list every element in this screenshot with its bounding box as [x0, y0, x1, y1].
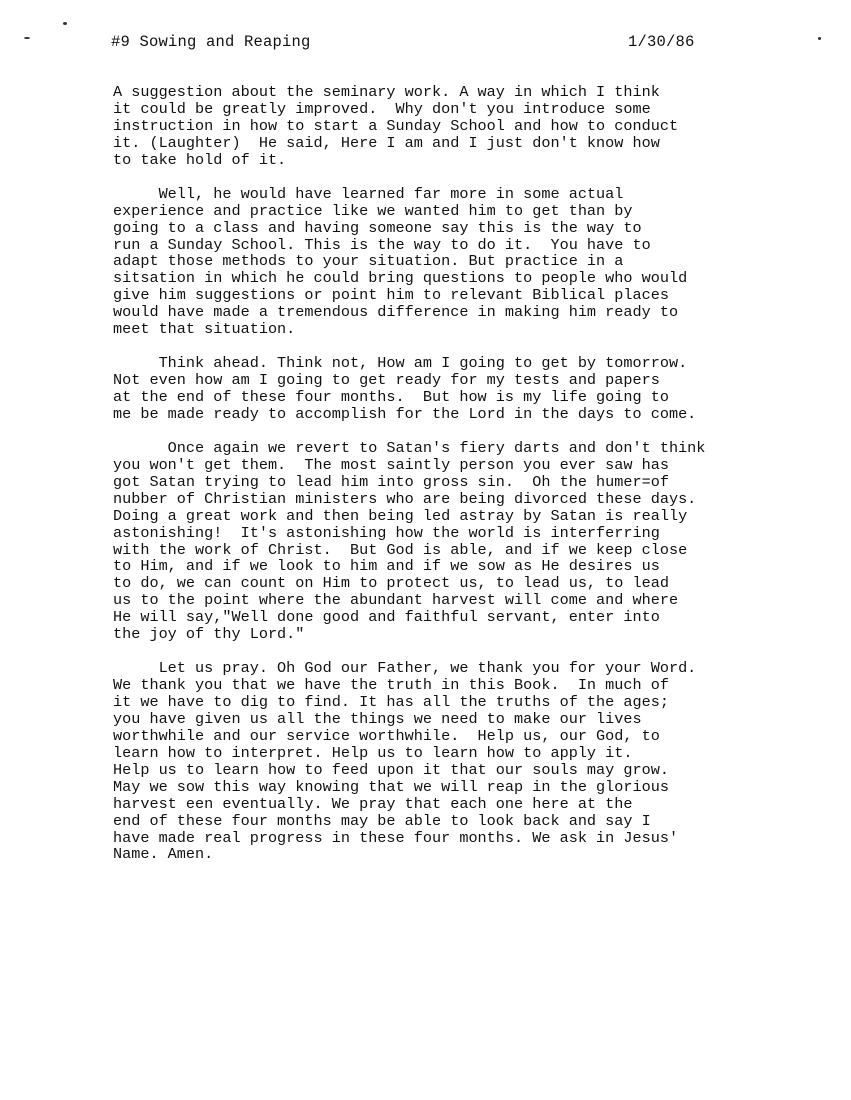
text-line: astonishing! It's astonishing how the world is interferring	[113, 523, 660, 542]
text-line: us to the point where the abundant harvest will come and where	[113, 591, 679, 610]
text-line: experience and practice like we wanted him to get than by	[113, 201, 633, 220]
text-line: would have made a tremendous difference in making him ready to	[113, 303, 679, 322]
text-line: A suggestion about the seminary work. A way in which I think	[113, 83, 660, 101]
text-line: at the end of these four months. But how is my life going to	[113, 388, 669, 406]
ink-speck	[24, 37, 30, 39]
text-line: learn how to interpret. Help us to learn how to apply it.	[113, 743, 633, 762]
paragraph	[113, 186, 823, 338]
paragraph	[113, 84, 823, 169]
text-line: it. (Laughter) He said, Here I am and I just don't know how	[113, 133, 660, 152]
text-line: May we sow this way knowing that we will reap in the glorious	[113, 777, 669, 796]
text-line: it could be greatly improved. Why don't you introduce some	[113, 99, 651, 118]
text-line: me be made ready to accomplish for the Lord in the days to come.	[113, 404, 697, 423]
text-line: run a Sunday School. This is the way to do it. You have to	[113, 235, 651, 254]
text-line: nubber of Christian ministers who are being divorced these days.	[113, 489, 697, 508]
paragraph	[113, 440, 823, 643]
document-title: #9 Sowing and Reaping	[111, 33, 311, 51]
text-line: instruction in how to start a Sunday School and how to conduct	[113, 116, 679, 135]
text-line: give him suggestions or point him to relevant Biblical places	[113, 286, 669, 305]
text-line: harvest een eventually. We pray that each one here at the	[113, 794, 633, 813]
text-line: it we have to dig to find. It has all the truths of the ages;	[113, 693, 669, 711]
text-line: have made real progress in these four months. We ask in Jesus'	[113, 828, 679, 847]
text-line: worthwhile and our service worthwhile. Help us, our God, to	[113, 726, 660, 745]
text-line: He will say,"Well done good and faithful servant, enter into	[113, 608, 660, 627]
text-line: Think ahead. Think not, How am I going to get by tomorrow.	[113, 354, 688, 373]
text-line: Not even how am I going to get ready for my tests and papers	[113, 371, 660, 390]
text-line: We thank you that we have the truth in this Book. In much of	[113, 676, 669, 695]
ink-speck	[818, 37, 821, 40]
document-body	[113, 84, 823, 880]
text-line: with the work of Christ. But God is able, and if we keep close	[113, 540, 688, 559]
text-line: Name. Amen.	[113, 845, 214, 864]
document-date: 1/30/86	[628, 33, 695, 51]
text-line: you won't get them. The most saintly person you ever saw has	[113, 455, 669, 474]
text-line: adapt those methods to your situation. But practice in a	[113, 252, 624, 271]
text-line: sitsation in which he could bring questions to people who would	[113, 269, 688, 288]
text-line: Once again we revert to Satan's fiery darts and don't think	[113, 438, 706, 457]
text-line: got Satan trying to lead him into gross sin. Oh the humer=of	[113, 472, 669, 491]
text-line: Let us pray. Oh God our Father, we thank you for your Word.	[113, 659, 697, 678]
text-line: Help us to learn how to feed upon it that our souls may grow.	[113, 760, 669, 779]
text-line: Doing a great work and then being led astray by Satan is really	[113, 506, 688, 525]
text-line: to take hold of it.	[113, 150, 287, 169]
text-line: you have given us all the things we need to make our lives	[113, 709, 642, 728]
text-line: going to a class and having someone say this is the way to	[113, 218, 642, 237]
text-line: to do, we can count on Him to protect us, to lead us, to lead	[113, 574, 669, 593]
paragraph	[113, 355, 823, 423]
text-line: Well, he would have learned far more in some actual	[113, 184, 624, 203]
text-line: end of these four months may be able to look back and say I	[113, 811, 651, 830]
text-line: the joy of thy Lord."	[113, 625, 305, 644]
text-line: to Him, and if we look to him and if we sow as He desires us	[113, 557, 660, 576]
paragraph	[113, 660, 823, 863]
text-line: meet that situation.	[113, 320, 296, 339]
ink-speck	[63, 22, 67, 25]
